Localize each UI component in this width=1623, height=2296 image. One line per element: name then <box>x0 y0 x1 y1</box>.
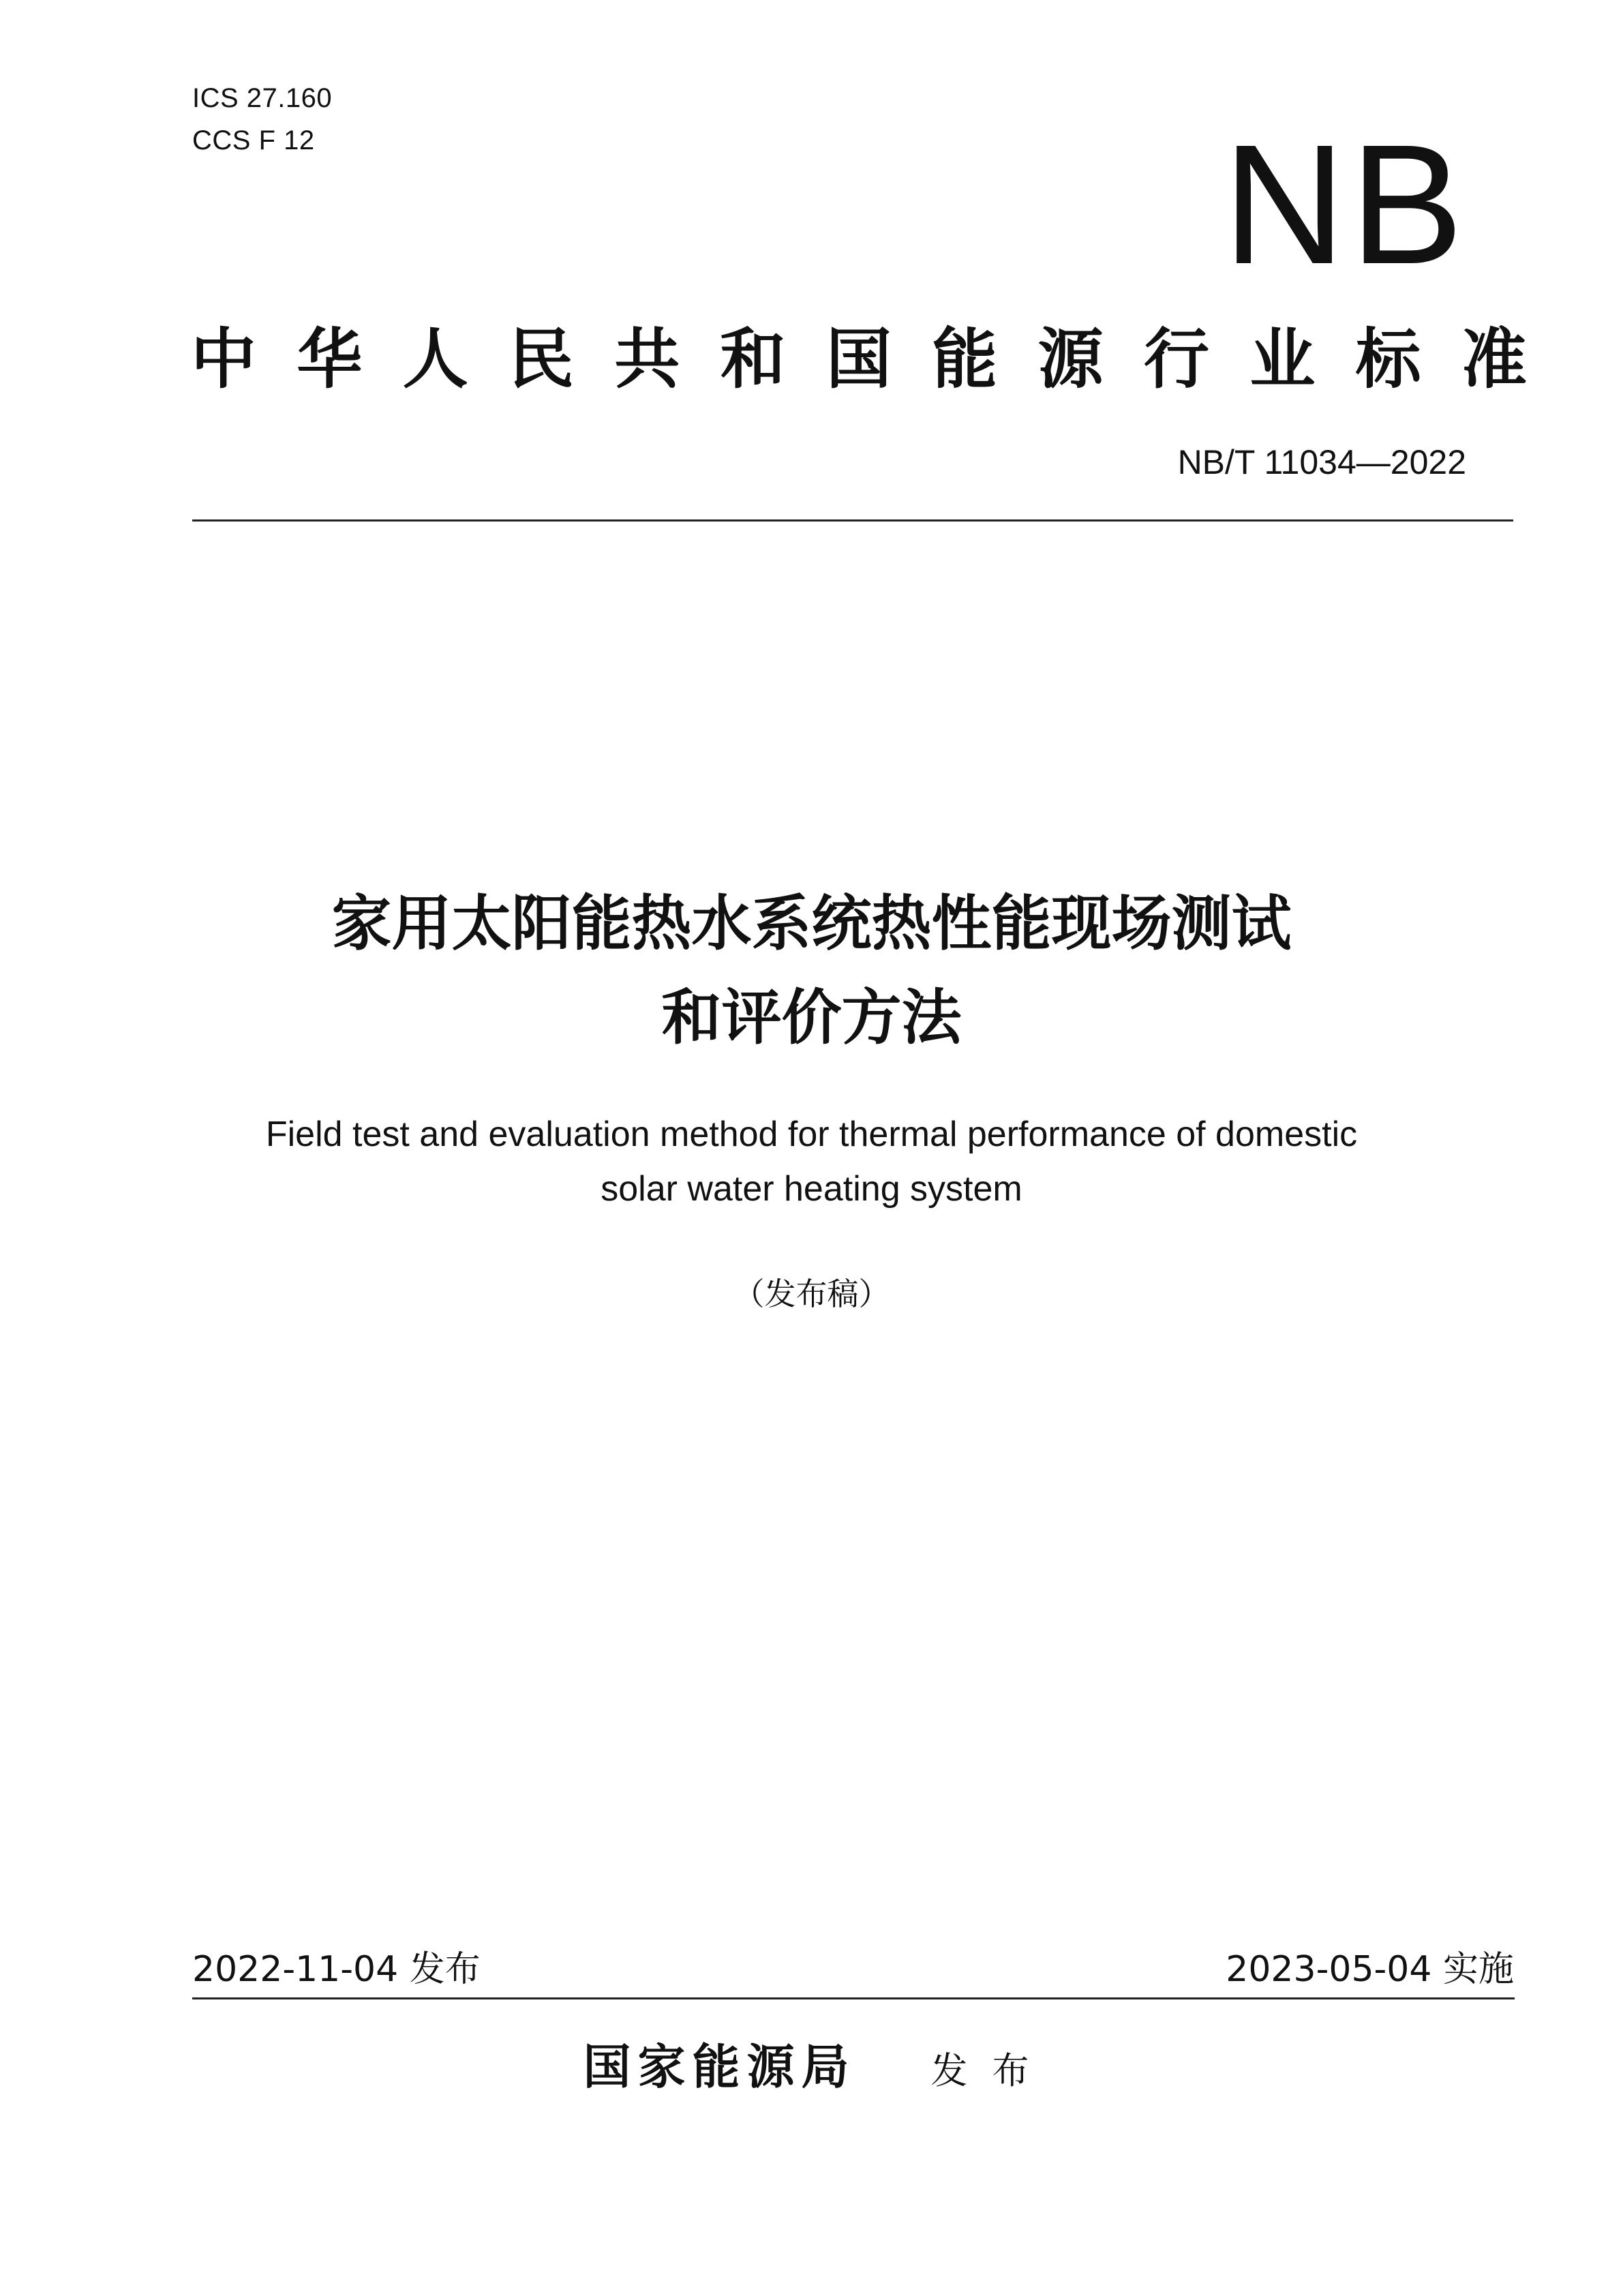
top-divider <box>192 519 1513 522</box>
implementation-date: 2023-05-04 实施 <box>1226 1949 1514 1990</box>
publisher-block <box>0 2038 1623 2100</box>
nb-logo: NB <box>1222 109 1468 299</box>
industry-title-char: 源 <box>1037 321 1104 397</box>
industry-title-char: 共 <box>614 321 680 397</box>
chinese-title-line-1: 家用太阳能热水系统热性能现场测试 <box>331 888 1292 958</box>
industry-title-char: 行 <box>1143 321 1209 397</box>
industry-title-char: 中 <box>191 321 256 397</box>
publish-label: 发布 <box>930 2049 1054 2092</box>
ics-code: ICS 27.160 <box>192 83 333 113</box>
draft-status: （发布稿） <box>733 1275 890 1312</box>
industry-title-char: 能 <box>932 321 998 397</box>
industry-title-char: 和 <box>720 321 786 397</box>
industry-title-char: 准 <box>1461 321 1527 397</box>
publisher-name: 国家能源局 <box>583 2039 856 2095</box>
ccs-code: CCS F 12 <box>192 125 315 155</box>
industry-standard-title <box>191 322 1527 397</box>
english-title-line-1: Field test and evaluation method for thermal performance of domestic <box>265 1115 1358 1154</box>
industry-title-char: 人 <box>402 321 468 397</box>
bottom-divider <box>192 1997 1515 1999</box>
english-title-line-2: solar water heating system <box>601 1169 1022 1209</box>
industry-title-char: 华 <box>297 321 363 397</box>
industry-title-char: 标 <box>1355 321 1421 397</box>
standard-number: NB/T 11034—2022 <box>1177 443 1466 481</box>
chinese-title-line-2: 和评价方法 <box>661 982 962 1053</box>
industry-title-char: 民 <box>508 321 574 397</box>
industry-title-char: 国 <box>825 321 892 397</box>
industry-title-char: 业 <box>1249 321 1316 397</box>
release-date: 2022-11-04 发布 <box>192 1949 481 1990</box>
